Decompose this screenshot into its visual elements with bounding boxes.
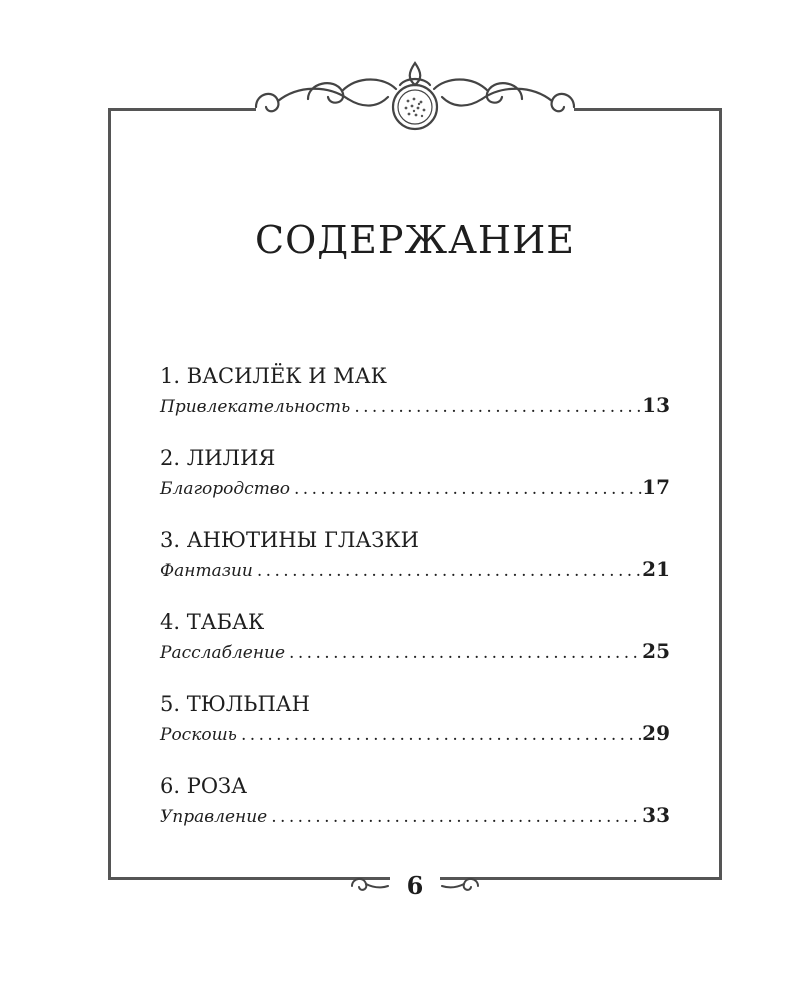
dot-leader	[253, 556, 642, 586]
toc-entry-page: 29	[642, 721, 670, 745]
page-frame-top-left	[108, 108, 256, 111]
page-frame-top-right	[574, 108, 722, 111]
toc-entry-subtitle: Благородство	[160, 479, 290, 499]
toc-entry-page: 25	[642, 639, 670, 663]
toc-entry[interactable]	[160, 362, 670, 444]
toc-entry-subtitle: Привлекательность	[160, 397, 351, 417]
toc-entry-heading: 6. РОЗА	[160, 774, 248, 798]
toc-entry-line	[160, 472, 670, 502]
toc-entry-line	[160, 636, 670, 666]
toc-entry[interactable]	[160, 444, 670, 526]
toc-entry-page: 13	[642, 393, 670, 417]
toc-entry[interactable]	[160, 526, 670, 608]
toc-entry-line	[160, 390, 670, 420]
toc-entry-page: 17	[642, 475, 670, 499]
toc-entry-line	[160, 554, 670, 584]
dot-leader	[267, 802, 642, 832]
table-of-contents	[160, 362, 670, 854]
toc-entry-line	[160, 800, 670, 830]
toc-entry-line	[160, 718, 670, 748]
page-number: 6	[390, 871, 440, 901]
toc-entry-subtitle: Расслабление	[160, 643, 286, 663]
toc-entry-page: 33	[642, 803, 670, 827]
toc-entry-heading: 2. ЛИЛИЯ	[160, 446, 276, 470]
toc-entry[interactable]	[160, 772, 670, 854]
toc-entry-subtitle: Фантазии	[160, 561, 253, 581]
toc-entry[interactable]	[160, 608, 670, 690]
toc-entry-page: 21	[642, 557, 670, 581]
dot-leader	[237, 720, 642, 750]
toc-entry-heading: 1. ВАСИЛЁК И МАК	[160, 364, 387, 388]
toc-entry[interactable]	[160, 690, 670, 772]
dot-leader	[285, 638, 642, 668]
toc-entry-heading: 4. ТАБАК	[160, 610, 265, 634]
toc-entry-heading: 5. ТЮЛЬПАН	[160, 692, 310, 716]
top-ornament-icon	[238, 55, 592, 135]
toc-entry-heading: 3. АНЮТИНЫ ГЛАЗКИ	[160, 528, 419, 552]
dot-leader	[290, 474, 642, 504]
toc-entry-subtitle: Роскошь	[160, 725, 237, 745]
page-title: СОДЕРЖАНИЕ	[255, 218, 575, 262]
dot-leader	[350, 392, 642, 422]
toc-entry-subtitle: Управление	[160, 807, 268, 827]
